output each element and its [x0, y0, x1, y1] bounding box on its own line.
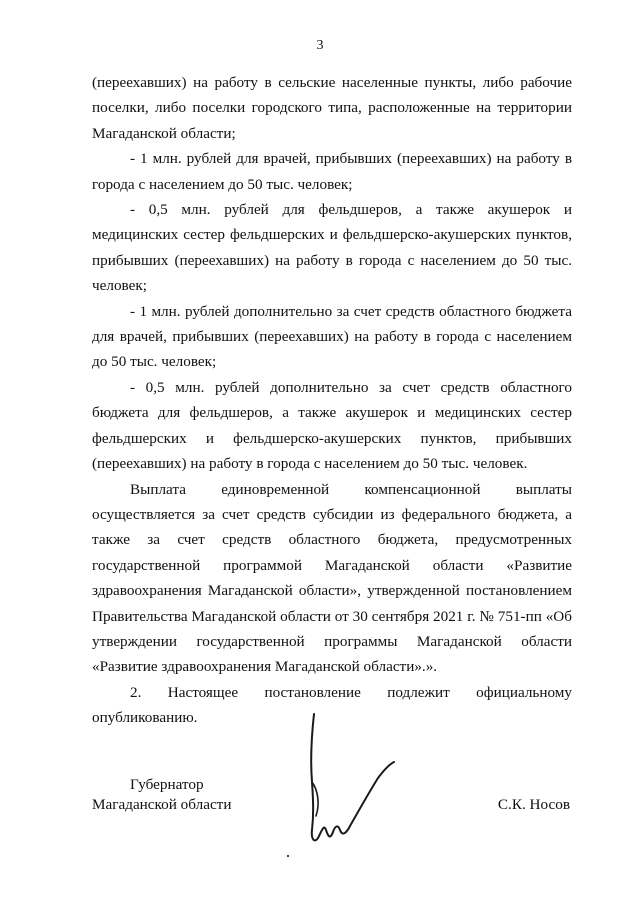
paragraph-funding-source: Выплата единовременной компенсационной выплаты осуществляется за счет средств субсидии из федерального бюджета, а также за счет средств областного бюджета, предусмотренных государственной программой Магаданской области «Развитие здравоохранения Магаданской области», утвержденной постановлением Правительства Магаданской области от 30 сентября 2021 г. № 751-пп «Об утверждении государственной программы Магаданской области «Развитие здравоохранения Магаданской области».». — [92, 480, 572, 676]
document-body — [92, 70, 572, 731]
paragraph-doctors-1mln: - 1 млн. рублей для врачей, прибывших (переехавших) на работу в города с населением до 50 тыс. человек; — [92, 150, 572, 193]
governor-title: Губернатор — [130, 776, 204, 793]
governor-name: С.К. Носов — [497, 796, 570, 813]
paragraph-publication: 2. Настоящее постановление подлежит официальному опубликованию. — [92, 683, 572, 727]
paragraph-continuation: (переехавших) на работу в сельские населенные пункты, либо рабочие поселки, либо поселки городского типа, расположенные на территории Магаданской области; — [92, 74, 572, 142]
paragraph-doctors-regional-1mln: - 1 млн. рублей дополнительно за счет средств областного бюджета для врачей, прибывших (переехавших) на работу в города с населением до 50 тыс. человек; — [92, 302, 572, 371]
paragraph-paramedics-05mln: - 0,5 млн. рублей для фельдшеров, а также акушерок и медицинских сестер фельдшерских и фельдшерско-акушерских пунктов, прибывших (переехавших) на работу в города с населением до 50 тыс. человек; — [92, 201, 572, 295]
governor-region: Магаданской области — [92, 796, 232, 813]
paragraph-paramedics-regional-05mln: - 0,5 млн. рублей дополнительно за счет средств областного бюджета для фельдшеров, а также акушерок и медицинских сестер фельдшерских и фельдшерско-акушерских пунктов, прибывших (переехавших) на работу в города с населением до 50 тыс. человек. — [92, 378, 572, 473]
scan-dot — [287, 855, 289, 857]
page-number: 3 — [316, 38, 324, 53]
handwritten-signature — [300, 712, 420, 852]
